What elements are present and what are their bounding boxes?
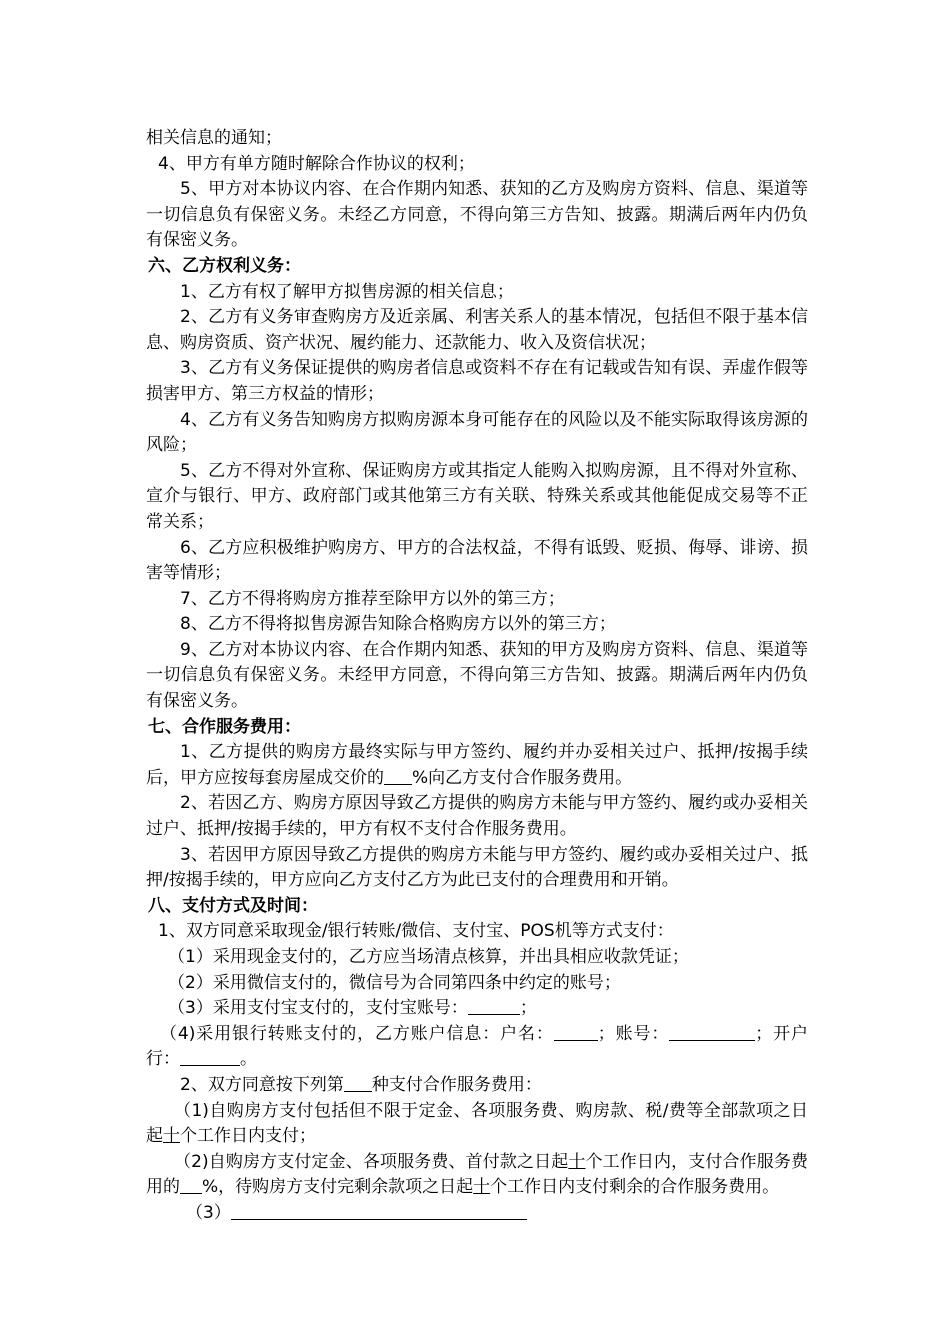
clause: 9、乙方对本协议内容、在合作期内知悉、获知的甲方及购房方资料、信息、渠道等一切信息负有保密义务。未经甲方同意，不得向第三方告知、披露。期满后两年内仍负有保密义务。 [146, 639, 808, 712]
sub-clause [146, 996, 808, 1022]
clause: 2、乙方有义务审查购房方及近亲属、利害关系人的基本情况，包括但不限于基本信息、购房资质、资产状况、履约能力、还款能力、收入及资信状况； [146, 307, 808, 353]
sub-clause: （2）采用微信支付的，微信号为合同第四条中约定的账号； [168, 972, 621, 993]
blank-bank-field[interactable] [180, 1047, 240, 1066]
section-heading: 六、乙方权利义务： [148, 255, 301, 276]
clause: 4、乙方有义务告知购房方拟购房源本身可能存在的风险以及不能实际取得该房源的风险； [146, 409, 808, 456]
clause-text: （3） [186, 1202, 231, 1223]
blank-account-name-field[interactable] [554, 1022, 598, 1041]
clause-text: 。 [240, 1049, 257, 1070]
clause: 3、乙方有义务保证提供的购房者信息或资料不存在有记载或告知有误、弄虚作假等损害甲方、第三方权益的情形； [146, 358, 808, 404]
blank-option-field[interactable] [344, 1073, 372, 1092]
blank-percent-field[interactable] [180, 1175, 202, 1194]
clause-text: 1、乙方提供的购房方最终实际与甲方签约、履约并办妥相关过户、抵押/按揭手续后，甲方应按每套房屋成交价的 [146, 742, 808, 788]
paragraph: 相关信息的通知； [146, 128, 282, 148]
paragraph: 4、甲方有单方随时解除合作协议的权利； [158, 153, 475, 174]
sub-clause [146, 1201, 808, 1227]
sub-clause [146, 1150, 808, 1201]
clause-text: ；开户行： [146, 1023, 809, 1070]
clause-text: %，待购房方支付完剩余款项之日起 [202, 1177, 474, 1198]
clause: 2、若因乙方、购房方原因导致乙方提供的购房方未能与甲方签约、履约或办妥相关过户、抵押/按揭手续的，甲方有权不支付合作服务费用。 [146, 793, 808, 840]
section-heading: 七、合作服务费用： [148, 716, 301, 737]
clause-text: %向乙方支付合作服务费用。 [412, 767, 633, 788]
document-body [146, 126, 808, 1227]
clause-text: （3）采用支付宝支付的，支付宝账号： [168, 998, 468, 1019]
clause-text: ；账号： [597, 1023, 670, 1044]
clause-text: 个工作日内支付剩余的合作服务费用。 [490, 1177, 780, 1198]
clause: 3、若因甲方原因导致乙方提供的购房方未能与甲方签约、履约或办妥相关过户、抵押/按揭手续的，甲方应向乙方支付乙方为此已支付的合理费用和开销。 [146, 844, 808, 891]
clause-text: 个工作日内，支付合作服务费用的 [146, 1151, 809, 1198]
sub-clause: （1）采用现金支付的，乙方应当场清点核算，并出具相应收款凭证； [168, 947, 689, 967]
underlined-value: 十 [473, 1177, 491, 1198]
clause-text: 个工作日内支付； [180, 1126, 316, 1147]
paragraph: 5、甲方对本协议内容、在合作期内知悉、获知的乙方及购房方资料、信息、渠道等一切信息负有保密义务。未经乙方同意，不得向第三方告知、披露。期满后两年内仍负有保密义务。 [146, 179, 808, 251]
clause: 6、乙方应积极维护购房方、甲方的合法权益，不得有诋毁、贬损、侮辱、诽谤、损害等情形； [146, 537, 808, 584]
clause-text: （4)采用银行转账支付的，乙方账户信息：户名： [160, 1023, 554, 1044]
clause: 8、乙方不得将拟售房源告知除合格购房方以外的第三方； [180, 614, 616, 635]
clause-text: 种支付合作服务费用： [371, 1074, 542, 1095]
clause: 5、乙方不得对外宣称、保证购房方或其指定人能购入拟购房源，且不得对外宣称、宣介与银行、甲方、政府部门或其他第三方有关联、特殊关系或其他能促成交易等不正常关系； [146, 460, 808, 532]
sub-clause [146, 1099, 808, 1150]
clause [146, 1073, 808, 1099]
clause: 1、乙方有权了解甲方拟售房源的相关信息； [180, 281, 514, 302]
clause-text: （2)自购房方支付定金、各项服务费、首付款之日起 [174, 1151, 569, 1172]
blank-account-number-field[interactable] [669, 1022, 755, 1041]
blank-percent-field[interactable] [384, 766, 412, 785]
clause: 1、双方同意采取现金/银行转账/微信、支付宝、POS机等方式支付： [158, 921, 674, 942]
blank-other-option-field[interactable] [231, 1201, 527, 1220]
clause: 7、乙方不得将购房方推荐至除甲方以外的第三方； [180, 588, 565, 609]
clause-text: （1)自购房方支付包括但不限于定金、各项服务费、购房款、税/费等全部款项之日起 [146, 1100, 808, 1147]
section-heading: 八、支付方式及时间： [148, 895, 318, 916]
clause-text: ； [519, 998, 537, 1019]
clause [146, 740, 808, 791]
clause-text: 2、双方同意按下列第 [180, 1074, 344, 1095]
underlined-value: 十 [163, 1126, 180, 1147]
underlined-value: 十 [568, 1151, 586, 1172]
sub-clause [146, 1022, 808, 1073]
blank-alipay-account-field[interactable] [468, 996, 520, 1015]
